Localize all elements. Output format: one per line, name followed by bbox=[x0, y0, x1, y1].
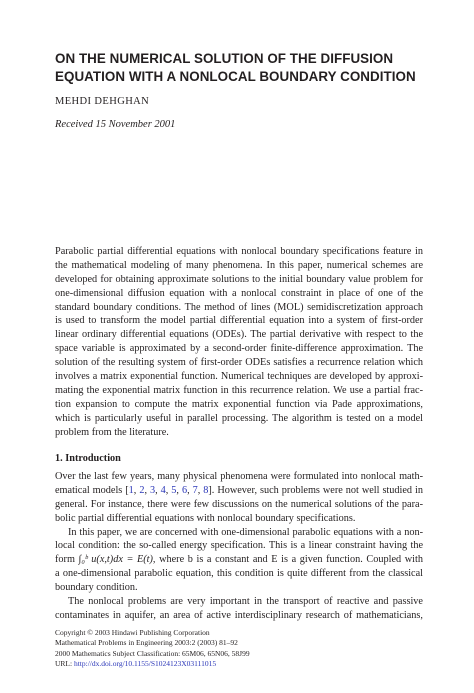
body-line: contaminates in aquifer, an area of active interdisciplinary research of mathematicians, bbox=[55, 609, 423, 621]
body-line: boundary condition. bbox=[55, 582, 138, 594]
title-line: EQUATION WITH A NONLOCAL BOUNDARY CONDITION bbox=[55, 69, 416, 84]
body-line: a one-dimensional parabolic equation, this condition is quite different from the classical bbox=[55, 568, 423, 580]
body-text: ematical models [ bbox=[55, 484, 129, 496]
url-label: URL: bbox=[55, 658, 73, 668]
abstract bbox=[55, 245, 423, 439]
abstract-line: involves a matrix exponential function. Numerical techniques are developed by approxi- bbox=[55, 371, 423, 383]
doi-link[interactable]: http://dx.doi.org/10.1155/S1024123X03111015 bbox=[73, 658, 217, 668]
citation-link[interactable]: 6 bbox=[181, 484, 188, 496]
citation-link[interactable]: 8 bbox=[203, 484, 209, 496]
abstract-line: the mathematical modeling of many phenomena. In this paper, numerical schemes are bbox=[55, 259, 423, 271]
body-text: form bbox=[55, 554, 75, 566]
citation-link[interactable]: 5 bbox=[171, 484, 177, 496]
abstract-line: problem from the literature. bbox=[55, 426, 169, 438]
abstract-line: tion expansion to compute the matrix exponential function via Pade approximations, bbox=[55, 398, 423, 410]
abstract-line: standard boundary conditions. The method of lines (MOL) semidiscretization approach bbox=[55, 301, 423, 313]
body-line-with-citations: ematical models [1, 2, 3, 4, 5, 6, 7, 8]. However, such problems were not well studied in bbox=[55, 484, 423, 496]
abstract-line: which is particularly useful in parallel processing. The algorithm is tested on a model bbox=[55, 412, 423, 424]
abstract-line: developed for obtaining approximate solutions to the initial boundary value problem for bbox=[55, 273, 423, 285]
url-line bbox=[55, 659, 423, 669]
abstract-line: mating the exponential matrix function in this recurrence relation. We use a partial frac- bbox=[55, 384, 423, 396]
section-heading: 1. Introduction bbox=[55, 453, 121, 464]
body-text: where b is a constant and E is a given function. Coupled with bbox=[159, 554, 423, 566]
body-text: ]. However, such problems were not well studied in bbox=[208, 484, 423, 496]
body-line: bolic partial differential equations with nonlocal boundary specifications. bbox=[55, 512, 356, 524]
abstract-line: one-dimensional diffusion equation with a nonlocal constraint in place of one of the bbox=[55, 287, 423, 299]
abstract-line: linear ordinary differential equations (ODEs). The partial derivative with respect to the bbox=[55, 329, 423, 341]
introduction-section bbox=[55, 453, 423, 623]
body-line: general. For instance, there were few discussions on the numerical solutions of the para- bbox=[55, 498, 423, 510]
author-name: MEHDI DEHGHAN bbox=[55, 96, 150, 107]
body-line: local condition: the so-called energy specification. This is a linear constraint having the bbox=[55, 540, 423, 552]
page-footer bbox=[55, 628, 423, 669]
body-line: The nonlocal problems are very important in the transport of reactive and passive bbox=[68, 596, 423, 608]
integral-formula: ∫₀ᵇ u(x,t)dx = E(t), bbox=[78, 554, 156, 566]
citation-link[interactable]: 1 bbox=[128, 484, 134, 496]
body-line: Over the last few years, many physical phenomena were formulated into nonlocal math- bbox=[55, 471, 423, 482]
journal-line: Mathematical Problems in Engineering 2003:2 (2003) 81–92 bbox=[55, 638, 238, 648]
abstract-line: Parabolic partial differential equations with nonlocal boundary specifications feature in bbox=[55, 246, 423, 257]
abstract-line: solution of the resulting system of first-order ODEs satisfies a recurrence relation which bbox=[55, 357, 423, 369]
paper-title bbox=[55, 50, 455, 86]
copyright-line: Copyright © 2003 Hindawi Publishing Corporation bbox=[55, 628, 210, 637]
msc-line: 2000 Mathematics Subject Classification: 65M06, 65N06, 58J99 bbox=[55, 648, 250, 658]
citation-link[interactable]: 7 bbox=[192, 484, 198, 496]
citation-link[interactable]: 3 bbox=[149, 484, 156, 496]
citation-link[interactable]: 2 bbox=[139, 484, 145, 496]
abstract-line: space variable is approximated by a second-order finite-difference approximation. The bbox=[55, 343, 423, 355]
body-line-with-formula bbox=[55, 553, 423, 567]
abstract-line: is used to transform the model partial differential equation into a system of first-order bbox=[55, 315, 423, 327]
title-line: ON THE NUMERICAL SOLUTION OF THE DIFFUSION bbox=[55, 51, 394, 66]
body-line: In this paper, we are concerned with one-dimensional parabolic equations with a non- bbox=[68, 526, 423, 538]
citation-link[interactable]: 4 bbox=[160, 484, 166, 496]
received-date: Received 15 November 2001 bbox=[55, 119, 176, 130]
